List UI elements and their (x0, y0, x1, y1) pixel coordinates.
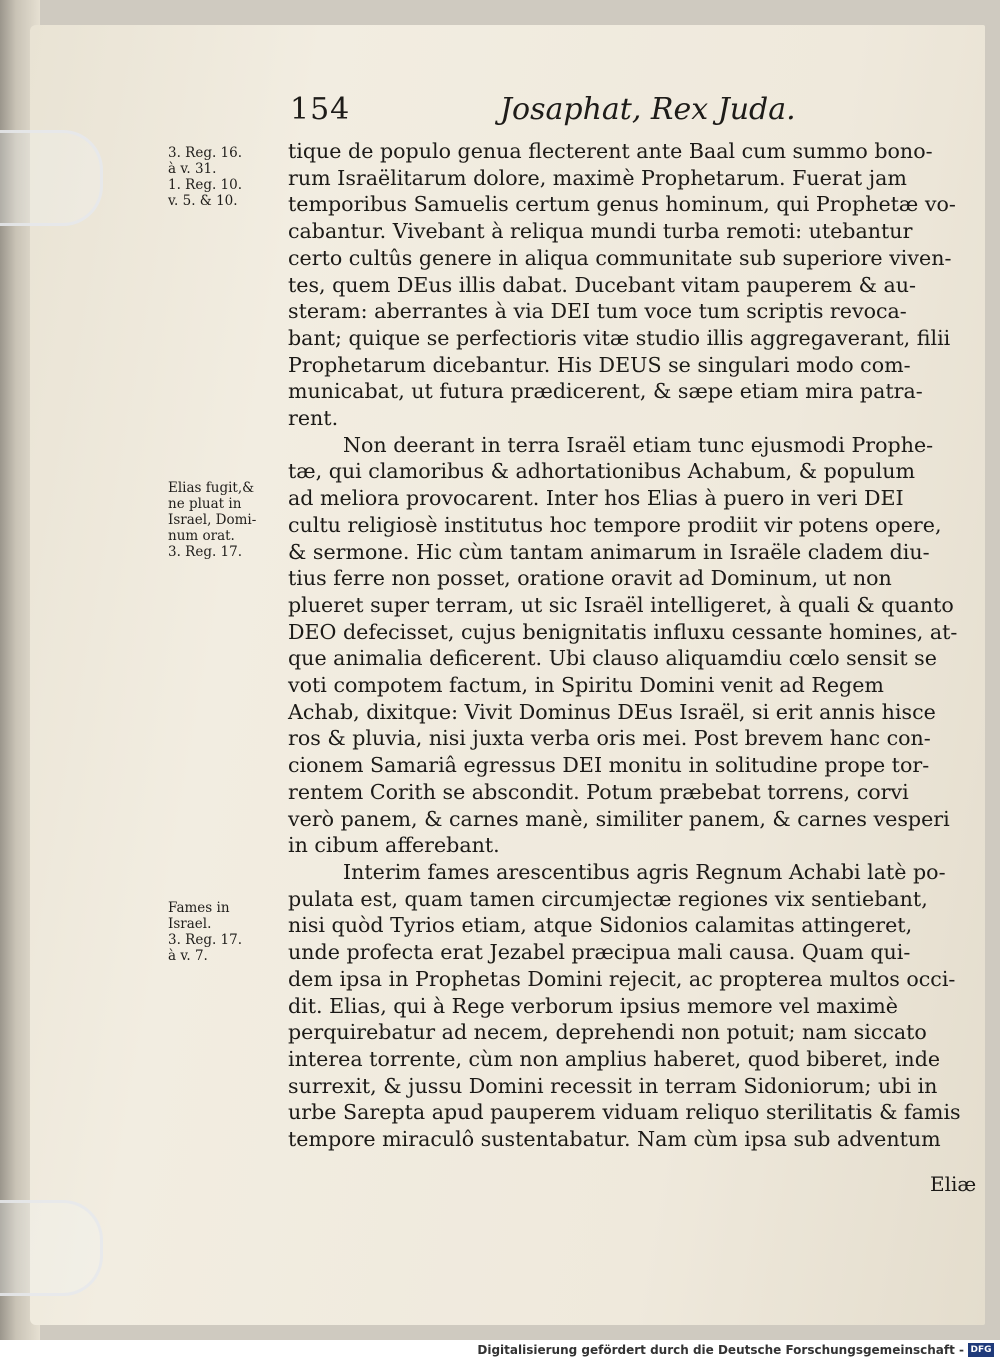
margin-note-line: Israel. (168, 916, 212, 932)
margin-note-line: 3. Reg. 16. (168, 145, 243, 161)
paragraph-start-line: Interim fames arescentibus agris Regnum Achabi latè po- (343, 859, 946, 884)
text-line: dem ipsa in Prophetas Domini rejecit, ac propterea multos occi- (288, 966, 956, 991)
text-line: rent. (288, 406, 339, 431)
funding-credit: Digitalisierung gefördert durch die Deutsche Forschungsgemeinschaft - (477, 1343, 964, 1357)
text-line: interea torrente, cùm non amplius haberet, quod biberet, inde (288, 1046, 941, 1071)
text-line: temporibus Samuelis certum genus hominum, qui Prophetæ vo- (288, 192, 956, 217)
text-line: DEO defecisset, cujus benignitatis influxu cessante homines, at- (288, 619, 958, 644)
text-line: nisi quòd Tyrios etiam, atque Sidonios calamitas attingeret, (288, 913, 913, 938)
text-line: tæ, qui clamoribus & adhortationibus Achabum, & populum (288, 459, 915, 484)
margin-note-line: Fames in (168, 900, 230, 916)
margin-note-line: ne pluat in (168, 496, 242, 512)
margin-note-line: 3. Reg. 17. (168, 544, 243, 560)
text-line: Prophetarum dicebantur. His DEUS se singulari modo com- (288, 352, 911, 377)
page-clip-top (0, 130, 103, 226)
margin-note-line: 3. Reg. 17. (168, 932, 243, 948)
text-line: tempore miraculô sustentabatur. Nam cùm ipsa sub adventum (288, 1127, 941, 1152)
catchword: Eliæ (930, 1172, 977, 1196)
body-text (288, 138, 978, 1153)
margin-note-line: Israel, Domi- (168, 512, 257, 528)
text-line: perquirebatur ad necem, deprehendi non potuit; nam siccato (288, 1020, 927, 1045)
text-line: tius ferre non posset, oratione oravit ad Dominum, ut non (288, 566, 892, 591)
page-number: 154 (290, 92, 351, 127)
text-line: rentem Corith se abscondit. Potum præbebat torrens, corvi (288, 779, 909, 804)
margin-note-elias (168, 480, 280, 560)
text-line: in cibum afferebant. (288, 833, 500, 858)
text-line: plueret super terram, ut sic Israël intelligeret, à quali & quanto (288, 592, 954, 617)
page-clip-bottom (0, 1200, 103, 1296)
digitization-footer (0, 1340, 1000, 1362)
text-line: cabantur. Vivebant à reliqua mundi turba remoti: utebantur (288, 219, 913, 244)
text-line: certo cultûs genere in aliqua communitate sub superiore viven- (288, 245, 952, 270)
text-line: pulata est, quam tamen circumjectæ regiones vix sentiebant, (288, 886, 928, 911)
text-line: ros & pluvia, nisi juxta verba oris mei. Post brevem hanc con- (288, 726, 931, 751)
text-line: tes, quem DEus illis dabat. Ducebant vitam pauperem & au- (288, 272, 916, 297)
text-line: unde profecta erat Jezabel præcipua mali causa. Quam qui- (288, 940, 911, 965)
margin-note-reference (168, 145, 280, 209)
text-line: bant; quique se perfectioris vitæ studio illis aggregaverant, filii (288, 325, 951, 350)
text-line: cultu religiosè institutus hoc tempore prodiit vir potens opere, (288, 512, 942, 537)
text-line: surrexit, & jussu Domini recessit in terram Sidoniorum; ubi in (288, 1073, 938, 1098)
text-line: Achab, dixitque: Vivit Dominus DEus Israël, si erit annis hisce (288, 699, 936, 724)
text-line: rum Israëlitarum dolore, maximè Prophetarum. Fuerat jam (288, 165, 907, 190)
margin-note-line: num orat. (168, 528, 235, 544)
running-title: Josaphat, Rex Juda. (500, 92, 796, 127)
paragraph-start-line: Non deerant in terra Israël etiam tunc ejusmodi Prophe- (343, 432, 934, 457)
text-line: cionem Samariâ egressus DEI monitu in solitudine prope tor- (288, 753, 930, 778)
margin-note-famine (168, 900, 280, 964)
text-line: que animalia deficerent. Ubi clauso aliquamdiu cœlo sensit se (288, 646, 937, 671)
text-line: & sermone. Hic cùm tantam animarum in Israële cladem diu- (288, 539, 930, 564)
page-header (290, 92, 970, 132)
dfg-logo-icon: DFG (968, 1343, 994, 1357)
text-line: dit. Elias, qui à Rege verborum ipsius memore vel maximè (288, 993, 898, 1018)
text-line: voti compotem factum, in Spiritu Domini venit ad Regem (288, 673, 884, 698)
margin-note-line: v. 5. & 10. (168, 193, 238, 209)
margin-note-line: 1. Reg. 10. (168, 177, 243, 193)
text-line: ad meliora provocarent. Inter hos Elias à puero in veri DEI (288, 486, 904, 511)
text-line: municabat, ut futura prædicerent, & sæpe etiam mira patra- (288, 379, 923, 404)
text-line: verò panem, & carnes manè, similiter panem, & carnes vesperi (288, 806, 950, 831)
margin-note-line: Elias fugit,& (168, 480, 255, 496)
text-line: tique de populo genua flecterent ante Baal cum summo bono- (288, 139, 933, 163)
text-line: steram: aberrantes à via DEI tum voce tum scriptis revoca- (288, 299, 907, 324)
margin-note-line: à v. 7. (168, 948, 208, 964)
text-line: urbe Sarepta apud pauperem viduam reliquo sterilitatis & famis (288, 1100, 961, 1125)
margin-note-line: à v. 31. (168, 161, 217, 177)
